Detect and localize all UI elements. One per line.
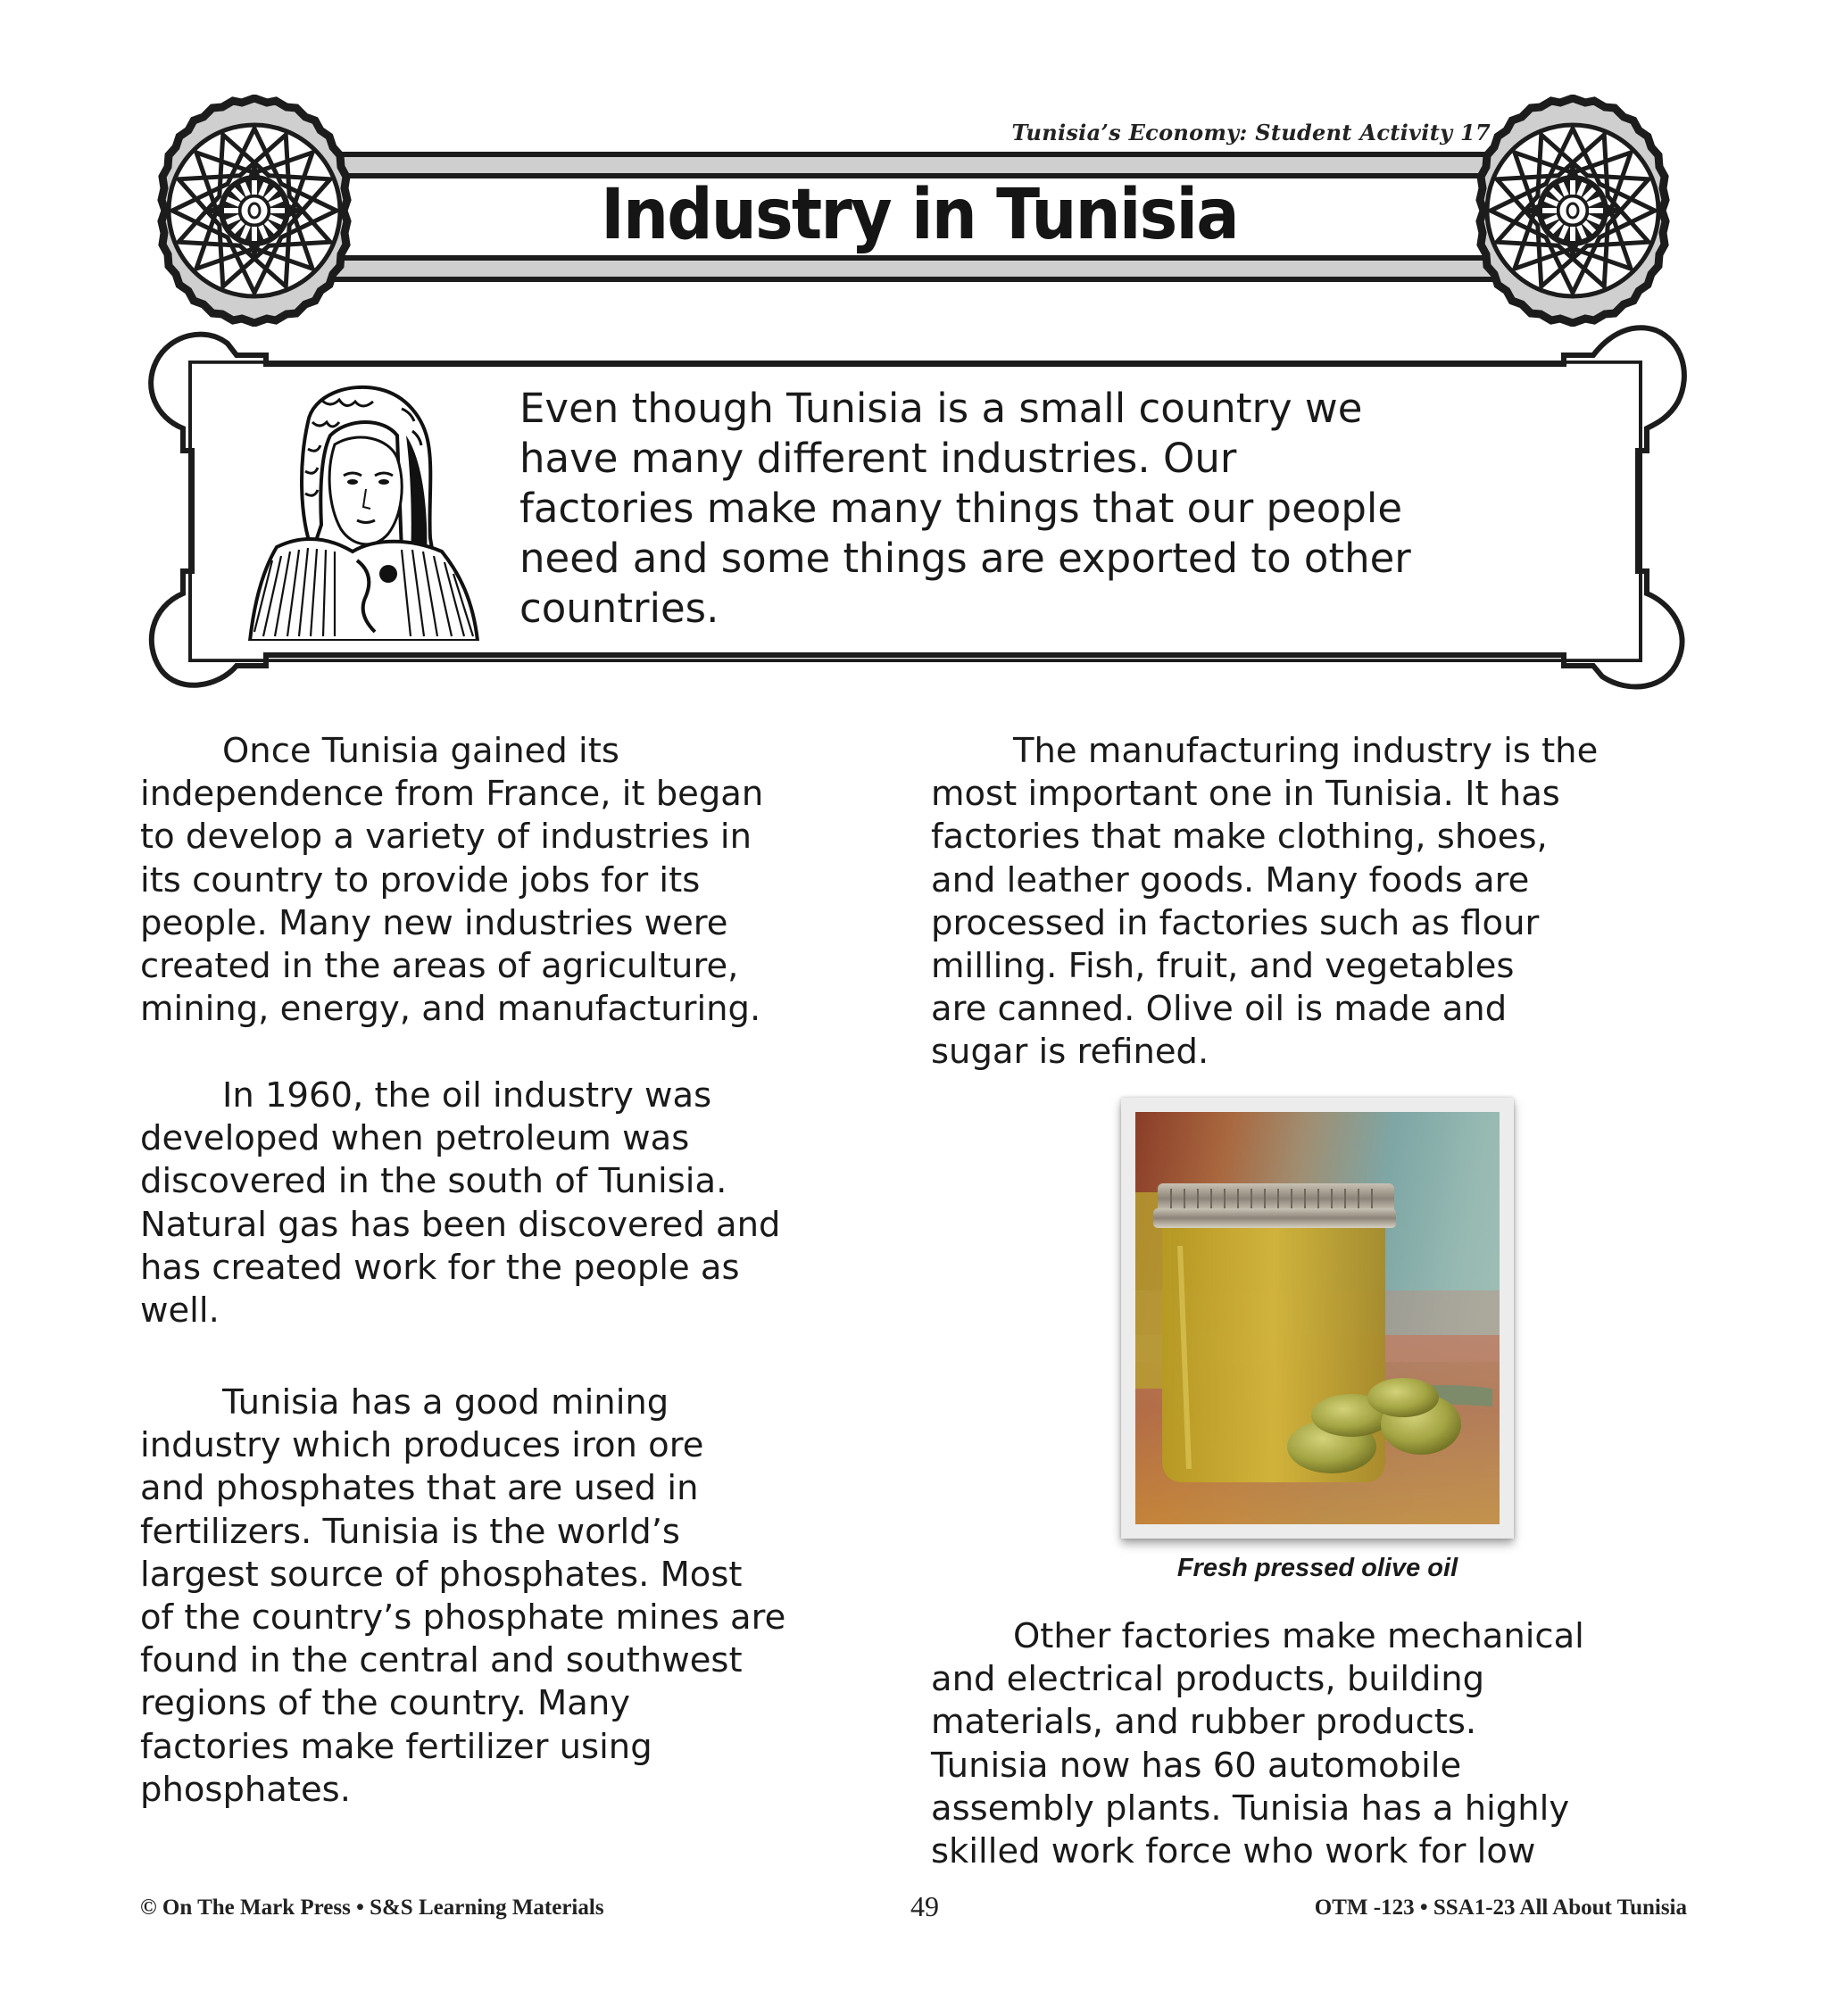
text-line: sugar is refined. bbox=[931, 1032, 1209, 1073]
text-line: to develop a variety of industries in bbox=[140, 817, 752, 858]
intro-line: countries. bbox=[519, 585, 719, 632]
rosette-ornament-icon bbox=[138, 95, 370, 327]
text-line: regions of the country. Many bbox=[140, 1683, 631, 1724]
text-line: skilled work force who work for low bbox=[931, 1831, 1536, 1872]
olive-oil-jar-icon bbox=[1135, 1112, 1500, 1524]
text-line: milling. Fish, fruit, and vegetables bbox=[931, 946, 1515, 987]
text-line: phosphates. bbox=[140, 1769, 351, 1810]
text-line: well. bbox=[140, 1290, 220, 1332]
text-line: The manufacturing industry is the bbox=[1013, 731, 1599, 771]
text-line: materials, and rubber products. bbox=[931, 1702, 1477, 1743]
intro-line: factories make many things that our people bbox=[519, 485, 1403, 532]
text-line: and phosphates that are used in bbox=[140, 1468, 699, 1509]
text-line: discovered in the south of Tunisia. bbox=[140, 1161, 727, 1202]
text-line: has created work for the people as bbox=[140, 1247, 740, 1288]
text-line: factories that make clothing, shoes, bbox=[931, 817, 1548, 858]
text-line: industry which produces iron ore bbox=[140, 1425, 704, 1466]
text-line: assembly plants. Tunisia has a highly bbox=[931, 1788, 1570, 1829]
text-line: fertilizers. Tunisia is the world’s bbox=[140, 1511, 680, 1552]
text-line: of the country’s phosphate mines are bbox=[140, 1597, 786, 1639]
text-line: found in the central and southwest bbox=[140, 1640, 743, 1681]
text-line: and leather goods. Many foods are bbox=[931, 859, 1530, 900]
text-line: processed in factories such as flour bbox=[931, 902, 1540, 943]
intro-line: have many different industries. Our bbox=[519, 435, 1237, 482]
rosette-ornament-icon bbox=[1457, 95, 1689, 327]
text-line: factories make fertilizer using bbox=[140, 1726, 652, 1767]
text-line: developed when petroleum was bbox=[140, 1118, 690, 1159]
text-line: Tunisia now has 60 automobile bbox=[931, 1745, 1462, 1786]
paragraph-oil-industry bbox=[140, 1074, 780, 1332]
paragraph-manufacturing bbox=[931, 730, 1598, 1074]
intro-speech-text bbox=[519, 384, 1608, 634]
photo-caption: Fresh pressed olive oil bbox=[1176, 1554, 1458, 1582]
text-line: Tunisia has a good mining bbox=[222, 1382, 669, 1423]
paragraph-other-factories bbox=[931, 1615, 1584, 1873]
text-line: people. Many new industries were bbox=[140, 902, 728, 943]
text-line: and electrical products, building bbox=[931, 1659, 1485, 1700]
text-line: created in the areas of agriculture, bbox=[140, 946, 739, 987]
page-number: 49 bbox=[910, 1890, 939, 1922]
text-line: most important one in Tunisia. It has bbox=[931, 774, 1560, 815]
activity-subtitle: Tunisia’s Economy: Student Activity 17 bbox=[1011, 120, 1491, 145]
olive-oil-photo-frame bbox=[1121, 1098, 1514, 1539]
footer-publication-code: OTM -123 • SSA1-23 All About Tunisia bbox=[1314, 1896, 1687, 1920]
intro-line: need and some things are exported to other bbox=[519, 535, 1411, 582]
text-line: Other factories make mechanical bbox=[1013, 1616, 1584, 1656]
paragraph-mining bbox=[140, 1381, 785, 1812]
text-line: independence from France, it began bbox=[140, 774, 764, 815]
footer-copyright: © On The Mark Press • S&S Learning Materials bbox=[140, 1896, 604, 1920]
text-line: its country to provide jobs for its bbox=[140, 859, 701, 900]
text-line: Once Tunisia gained its bbox=[222, 731, 619, 771]
olive-oil-jar-photo bbox=[1135, 1112, 1500, 1524]
girl-portrait-illustration bbox=[223, 382, 509, 641]
intro-line: Even though Tunisia is a small country we bbox=[519, 385, 1363, 432]
page-title: Industry in Tunisia bbox=[601, 175, 1238, 255]
text-line: In 1960, the oil industry was bbox=[222, 1075, 712, 1116]
text-line: largest source of phosphates. Most bbox=[140, 1554, 743, 1595]
banner-band-bottom bbox=[330, 255, 1500, 282]
text-line: mining, energy, and manufacturing. bbox=[140, 989, 761, 1030]
text-line: Natural gas has been discovered and bbox=[140, 1204, 781, 1245]
paragraph-independence bbox=[140, 730, 763, 1031]
text-line: are canned. Olive oil is made and bbox=[931, 989, 1508, 1030]
